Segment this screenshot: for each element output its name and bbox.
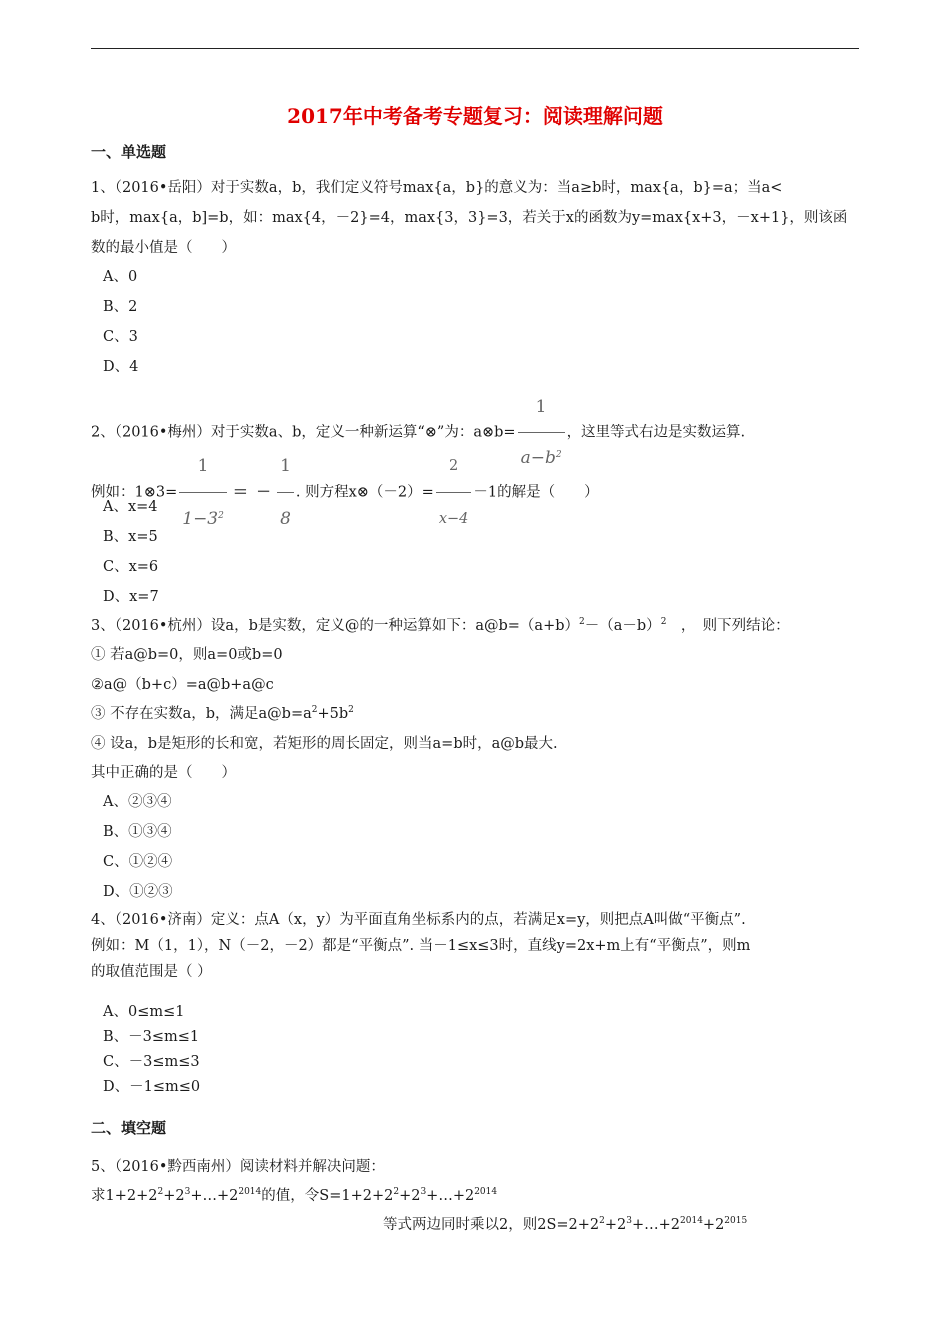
q2-result-denominator: 8 xyxy=(280,509,291,529)
q2-frac-exponent: 2 xyxy=(555,450,562,460)
q5-l3-e3: 2014 xyxy=(680,1216,703,1226)
q5-l3-e1: 2 xyxy=(599,1216,605,1226)
q2-example-prefix: 例如：1⊗3= xyxy=(91,484,178,501)
q2-example-exponent: 2 xyxy=(218,511,224,521)
q5-l3-e2: 3 xyxy=(626,1216,632,1226)
q3-exp2: 2 xyxy=(660,617,667,627)
q4-option-b: B、－3≤m≤1 xyxy=(103,1029,200,1045)
q2-prefix: 2、（2016•梅州）对于实数a、b，定义一种新运算“⊗”为：a⊗b= xyxy=(91,424,516,441)
q3-line1-a: 3、（2016•杭州）设a，b是实数，定义@的一种运算如下：a@b=（a+b） xyxy=(91,618,580,634)
q1-option-c: C、3 xyxy=(103,329,138,345)
q5-l3-e4: 2015 xyxy=(724,1216,748,1226)
q4-option-d: D、－1≤m≤0 xyxy=(103,1079,201,1095)
q3-s3-exp1: 2 xyxy=(311,705,318,715)
q5-line3 xyxy=(383,1215,747,1235)
q2-example-numerator: 1 xyxy=(197,456,209,476)
q2-frac-numerator: 1 xyxy=(535,397,547,417)
q2-minus-sign: − xyxy=(255,480,272,502)
q2-equation-text: . 则方程x⊗（－2）= xyxy=(295,484,434,501)
q3-exp1: 2 xyxy=(579,617,585,627)
q3-line1 xyxy=(91,616,790,636)
q3-line1-b: －（a－b） xyxy=(584,618,661,634)
q2-option-d: D、x=7 xyxy=(103,589,159,605)
q3-s3-a: ③ 不存在实数a，b，满足a@b=a xyxy=(91,706,312,722)
q2-suffix: ，这里等式右边是实数运算. xyxy=(566,424,746,441)
q4-option-c: C、－3≤m≤3 xyxy=(103,1054,200,1070)
q3-option-b: B、①③④ xyxy=(103,824,172,840)
q5-line1: 5、（2016•黔西南州）阅读材料并解决问题： xyxy=(91,1159,385,1175)
q1-option-b: B、2 xyxy=(103,299,138,315)
q2-result-numerator: 1 xyxy=(280,456,291,476)
q4-line2: 例如：M（1，1），N（－2，－2）都是“平衡点”. 当－1≤x≤3时，直线y=2x+m上有“平衡点”，则m xyxy=(91,938,751,954)
q3-statement-1: ① 若a@b=0，则a=0或b=0 xyxy=(91,647,283,663)
q1-option-d: D、4 xyxy=(103,359,139,375)
q2-result-fraction xyxy=(277,441,294,544)
q2-option-a: A、x=4 xyxy=(103,499,158,515)
q5-l2-d: 的值，令S=1+2+2 xyxy=(261,1188,394,1204)
q5-l3-a: 等式两边同时乘以2，则2S=2+2 xyxy=(383,1217,600,1233)
q3-s3-exp2: 2 xyxy=(348,705,354,715)
q4-line1: 4、（2016•济南）定义：点A（x，y）为平面直角坐标系内的点，若满足x=y，则把点A叫做“平衡点”. xyxy=(91,912,746,928)
q5-l2-e1: 2 xyxy=(157,1187,164,1197)
q3-statement-4: ④ 设a，b是矩形的长和宽，若矩形的周长固定，则当a=b时，a@b最大. xyxy=(91,736,558,752)
q2-example-denominator: 1−3 xyxy=(182,509,219,529)
q3-option-a: A、②③④ xyxy=(103,794,172,810)
q5-l2-f: +2 xyxy=(399,1188,421,1204)
q5-l2-e2: 3 xyxy=(184,1187,191,1197)
q3-s3-b: +5b xyxy=(317,706,349,722)
q2-equals-sign: = xyxy=(232,480,248,502)
q2-equation-denominator: x−4 xyxy=(438,511,469,527)
q5-l2-e6: 2014 xyxy=(474,1187,498,1197)
q2-equation-fraction xyxy=(436,441,472,544)
q3-statement-3 xyxy=(91,704,354,724)
q5-l2-e5: 3 xyxy=(420,1187,427,1197)
q2-example-fraction xyxy=(179,441,227,544)
q1-line1: 1、（2016•岳阳）对于实数a，b，我们定义符号max{a，b}的意义为：当a≥b时，max{a，b}=a；当a< xyxy=(91,180,783,196)
q2-frac-denominator: a−b xyxy=(520,448,556,468)
q5-line2 xyxy=(91,1186,497,1206)
section-heading-fill-blank: 二、填空题 xyxy=(91,1119,167,1137)
q2-equation-numerator: 2 xyxy=(448,458,459,474)
q3-statement-2: ②a@（b+c）=a@b+a@c xyxy=(91,677,274,693)
section-heading-single-choice: 一、单选题 xyxy=(91,143,167,161)
q2-equation-suffix: －1的解是（ ） xyxy=(473,484,599,501)
q5-l2-a: 求1+2+2 xyxy=(91,1188,158,1204)
q5-l2-b: +2 xyxy=(163,1188,185,1204)
q5-l3-b: +2 xyxy=(604,1217,627,1233)
page-title: 2017年中考备考专题复习：阅读理解问题 xyxy=(287,104,663,128)
q1-option-a: A、0 xyxy=(103,269,138,285)
q5-l2-g: +…+2 xyxy=(426,1188,475,1204)
q2-option-c: C、x=6 xyxy=(103,559,159,575)
q4-option-a: A、0≤m≤1 xyxy=(103,1004,185,1020)
q5-l3-c: +…+2 xyxy=(631,1217,681,1233)
header-rule xyxy=(91,48,859,49)
q5-l3-d: +2 xyxy=(702,1217,725,1233)
q5-l2-e3: 2014 xyxy=(238,1187,262,1197)
q3-option-d: D、①②③ xyxy=(103,884,173,900)
q1-line3: 数的最小值是（ ） xyxy=(91,240,236,256)
q2-option-b: B、x=5 xyxy=(103,529,158,545)
q1-line2: b时，max{a，b]=b，如：max{4，－2}=4，max{3，3}=3，若关于x的函数为y=max{x+3，－x+1}，则该函 xyxy=(91,210,848,226)
q3-line1-c: ， 则下列结论： xyxy=(666,618,790,634)
q3-option-c: C、①②④ xyxy=(103,854,173,870)
q5-l2-c: +…+2 xyxy=(190,1188,239,1204)
q5-l2-e4: 2 xyxy=(393,1187,400,1197)
q2-line2 xyxy=(91,441,599,544)
q4-line3: 的取值范围是（ ） xyxy=(91,964,212,980)
q3-ask: 其中正确的是（ ） xyxy=(91,765,236,781)
